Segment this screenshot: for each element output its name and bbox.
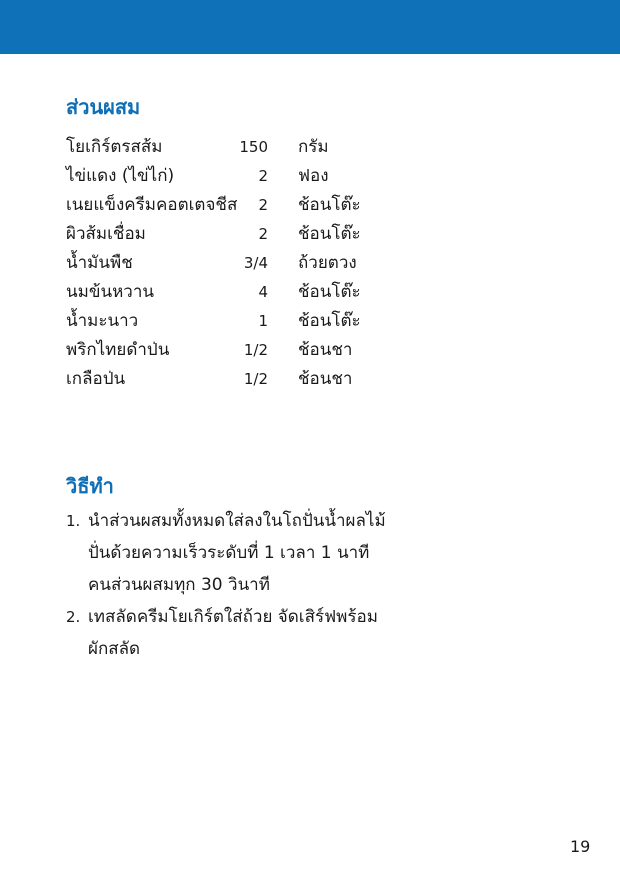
ingredient-row	[66, 278, 386, 307]
ingredient-row	[66, 336, 386, 365]
method-step	[66, 505, 406, 601]
method-step	[66, 601, 406, 665]
ingredients-list	[66, 133, 386, 394]
ingredient-unit: ช้อนโต๊ะ	[298, 311, 361, 331]
ingredient-row	[66, 307, 386, 336]
step-number: 2.	[66, 608, 81, 626]
step-number: 1.	[66, 512, 81, 530]
ingredient-name: ไข่แดง (ไข่ไก่)	[66, 166, 175, 186]
ingredient-unit: ช้อนชา	[298, 340, 353, 360]
ingredient-quantity: 2	[258, 196, 268, 214]
ingredient-quantity: 2	[258, 167, 268, 185]
step-text-line: นำส่วนผสมทั้งหมดใส่ลงในโถปั่นน้ำผลไม้	[88, 511, 386, 531]
ingredient-unit: กรัม	[298, 137, 329, 157]
header-bar	[0, 0, 620, 54]
ingredient-unit: ช้อนโต๊ะ	[298, 224, 361, 244]
ingredient-name: เกลือป่น	[66, 369, 126, 389]
page-number: 19	[570, 837, 591, 856]
ingredient-row	[66, 133, 386, 162]
ingredient-row	[66, 191, 386, 220]
ingredient-quantity: 150	[239, 138, 268, 156]
ingredient-name: นมข้นหวาน	[66, 282, 154, 302]
step-text-line: ปั่นด้วยความเร็วระดับที่ 1 เวลา 1 นาที	[88, 543, 370, 563]
ingredient-name: พริกไทยดำป่น	[66, 340, 170, 360]
ingredient-row	[66, 365, 386, 394]
ingredient-row	[66, 220, 386, 249]
method-steps	[66, 505, 406, 665]
ingredient-quantity: 3/4	[243, 254, 268, 272]
ingredient-name: โยเกิร์ตรสส้ม	[66, 137, 163, 157]
ingredient-unit: ช้อนโต๊ะ	[298, 282, 361, 302]
ingredient-quantity: 1/2	[243, 370, 268, 388]
ingredient-quantity: 1/2	[243, 341, 268, 359]
ingredient-name: น้ำมันพืช	[66, 253, 133, 273]
step-text-line: เทสลัดครีมโยเกิร์ตใส่ถ้วย จัดเสิร์ฟพร้อม	[88, 607, 378, 627]
ingredient-name: น้ำมะนาว	[66, 311, 139, 331]
ingredient-quantity: 4	[258, 283, 268, 301]
step-text-line: ผักสลัด	[88, 639, 141, 659]
ingredient-unit: ถ้วยตวง	[298, 253, 357, 273]
ingredient-quantity: 2	[258, 225, 268, 243]
ingredient-name: เนยแข็งครีมคอตเตจชีส	[66, 195, 238, 215]
ingredient-name: ผิวส้มเชื่อม	[66, 224, 146, 244]
ingredient-unit: ช้อนโต๊ะ	[298, 195, 361, 215]
ingredients-title: ส่วนผสม	[66, 95, 141, 119]
ingredient-row	[66, 249, 386, 278]
method-title: วิธีทำ	[66, 474, 114, 498]
ingredient-unit: ฟอง	[298, 166, 329, 186]
ingredient-row	[66, 162, 386, 191]
ingredient-quantity: 1	[258, 312, 268, 330]
ingredient-unit: ช้อนชา	[298, 369, 353, 389]
step-text-line: คนส่วนผสมทุก 30 วินาที	[88, 575, 270, 595]
